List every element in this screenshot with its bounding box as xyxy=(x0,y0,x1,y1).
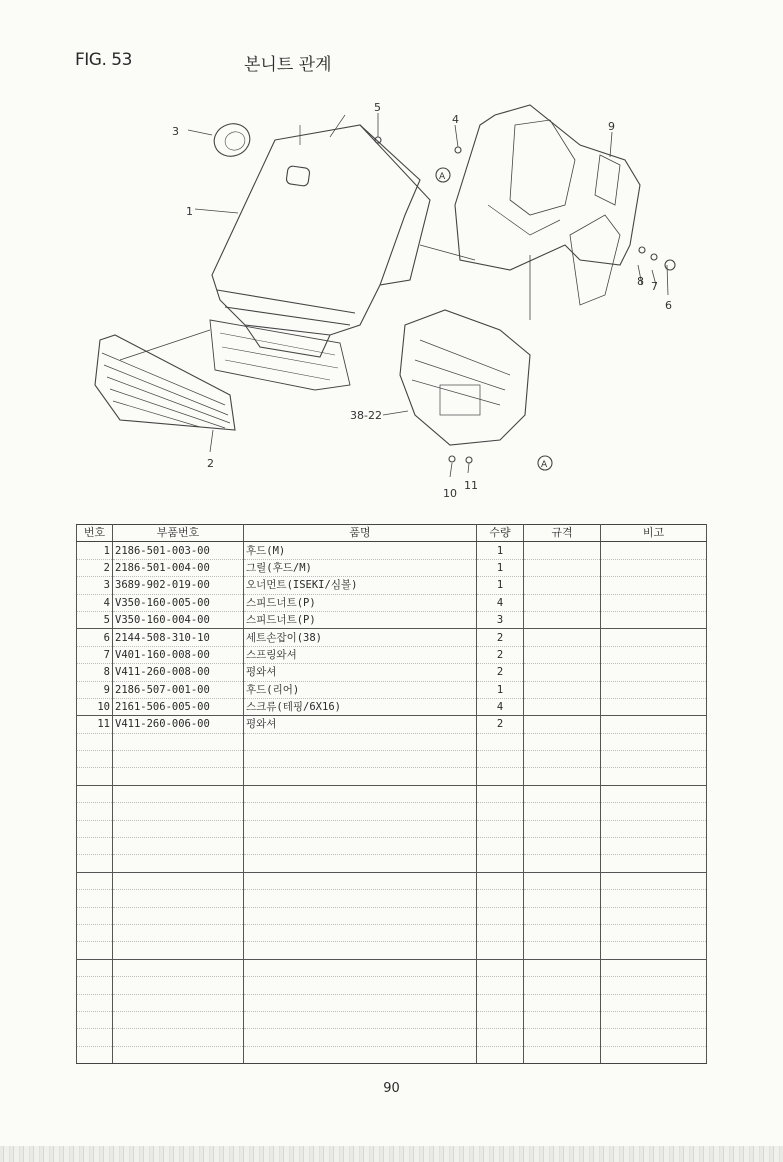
row-name: 스피드너트(P) xyxy=(244,594,477,611)
row-qty: 1 xyxy=(477,681,524,698)
table-row xyxy=(77,629,707,646)
row-no: 8 xyxy=(77,664,113,681)
figure-title: 본니트 관계 xyxy=(244,55,332,75)
empty-row xyxy=(77,907,707,924)
table-row xyxy=(77,542,707,559)
table-row xyxy=(77,698,707,715)
callout-4: 4 xyxy=(452,113,459,126)
marker-a-top: A xyxy=(439,172,446,182)
row-name: 스피드너트(P) xyxy=(244,611,477,628)
table-row xyxy=(77,577,707,594)
figure-number: FIG. 53 xyxy=(75,50,132,70)
callout-10: 10 xyxy=(443,487,457,500)
callout-11: 11 xyxy=(464,479,478,492)
row-no: 11 xyxy=(77,716,113,733)
page-number: 90 xyxy=(383,1081,400,1096)
empty-row xyxy=(77,1029,707,1046)
table-row xyxy=(77,664,707,681)
row-no: 1 xyxy=(77,542,113,559)
table-row xyxy=(77,716,707,733)
header-part-name: 품명 xyxy=(244,525,477,542)
callout-1: 1 xyxy=(186,205,193,218)
row-qty: 1 xyxy=(477,559,524,576)
empty-row xyxy=(77,768,707,785)
header-remarks: 비고 xyxy=(601,525,707,542)
empty-row xyxy=(77,855,707,872)
header-part-number: 부품번호 xyxy=(113,525,244,542)
marker-a-bottom: A xyxy=(541,460,548,470)
row-qty: 1 xyxy=(477,577,524,594)
exploded-parts-diagram xyxy=(60,85,720,510)
callout-38-22: 38-22 xyxy=(350,409,382,422)
empty-row xyxy=(77,994,707,1011)
row-qty: 4 xyxy=(477,594,524,611)
row-qty: 2 xyxy=(477,716,524,733)
table-row xyxy=(77,646,707,663)
callout-9: 9 xyxy=(608,120,615,133)
row-no: 9 xyxy=(77,681,113,698)
callout-6: 6 xyxy=(665,299,672,312)
row-no: 4 xyxy=(77,594,113,611)
table-header-row xyxy=(77,525,707,542)
callout-7: 7 xyxy=(651,280,658,293)
row-name: 후드(M) xyxy=(244,542,477,559)
row-part: 2186-501-003-00 xyxy=(113,542,244,559)
callout-8: 8 xyxy=(637,275,644,288)
row-part: V411-260-006-00 xyxy=(113,716,244,733)
empty-row xyxy=(77,942,707,959)
table-row xyxy=(77,681,707,698)
callout-3: 3 xyxy=(172,125,179,138)
row-name: 오너먼트(ISEKI/심볼) xyxy=(244,577,477,594)
row-part: 2186-507-001-00 xyxy=(113,681,244,698)
row-part: V411-260-008-00 xyxy=(113,664,244,681)
row-no: 10 xyxy=(77,698,113,715)
row-name: 평와셔 xyxy=(244,664,477,681)
empty-row xyxy=(77,820,707,837)
table-row xyxy=(77,594,707,611)
row-part: V350-160-004-00 xyxy=(113,611,244,628)
row-name: 세트손잡이(38) xyxy=(244,629,477,646)
row-name: 스프링와셔 xyxy=(244,646,477,663)
row-qty: 2 xyxy=(477,629,524,646)
row-part: 3689-902-019-00 xyxy=(113,577,244,594)
row-no: 6 xyxy=(77,629,113,646)
row-qty: 1 xyxy=(477,542,524,559)
row-name: 평와셔 xyxy=(244,716,477,733)
callout-2: 2 xyxy=(207,457,214,470)
header-spec: 규격 xyxy=(524,525,601,542)
diagram-svg xyxy=(60,85,720,510)
grille-part xyxy=(95,335,235,430)
empty-row xyxy=(77,872,707,889)
row-no: 7 xyxy=(77,646,113,663)
row-no: 5 xyxy=(77,611,113,628)
empty-row xyxy=(77,924,707,941)
empty-row xyxy=(77,1046,707,1063)
empty-row xyxy=(77,838,707,855)
row-qty: 2 xyxy=(477,646,524,663)
table-row xyxy=(77,559,707,576)
empty-row xyxy=(77,751,707,768)
row-no: 2 xyxy=(77,559,113,576)
row-name: 스크류(테핑/6X16) xyxy=(244,698,477,715)
callout-5: 5 xyxy=(374,101,381,114)
empty-row xyxy=(77,890,707,907)
frame-part xyxy=(400,310,530,445)
row-part: V350-160-005-00 xyxy=(113,594,244,611)
scan-edge xyxy=(0,1146,783,1162)
row-part: 2144-508-310-10 xyxy=(113,629,244,646)
parts-table xyxy=(76,524,707,1064)
row-name: 후드(리어) xyxy=(244,681,477,698)
row-part: 2161-506-005-00 xyxy=(113,698,244,715)
empty-row xyxy=(77,959,707,976)
row-qty: 3 xyxy=(477,611,524,628)
empty-row xyxy=(77,733,707,750)
header-quantity: 수량 xyxy=(477,525,524,542)
table-row xyxy=(77,611,707,628)
row-name: 그릴(후드/M) xyxy=(244,559,477,576)
row-qty: 4 xyxy=(477,698,524,715)
header-no: 번호 xyxy=(77,525,113,542)
row-part: V401-160-008-00 xyxy=(113,646,244,663)
row-qty: 2 xyxy=(477,664,524,681)
empty-row xyxy=(77,1011,707,1028)
row-no: 3 xyxy=(77,577,113,594)
row-part: 2186-501-004-00 xyxy=(113,559,244,576)
empty-row xyxy=(77,803,707,820)
empty-row xyxy=(77,977,707,994)
empty-row xyxy=(77,785,707,802)
